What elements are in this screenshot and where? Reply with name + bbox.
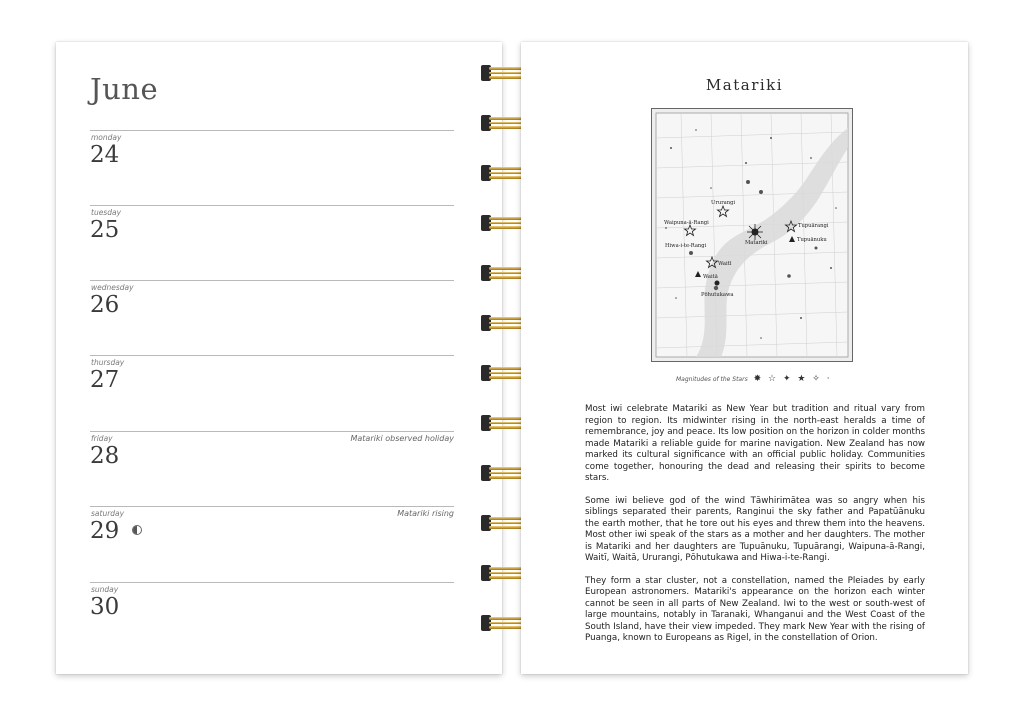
day-of-week: sunday [91, 585, 119, 594]
map-label: Hiwa-i-te-Rangi [665, 243, 707, 249]
month-title: June [90, 72, 159, 106]
day-row-saturday[interactable] [90, 506, 454, 582]
map-label: Tupuānuku [797, 237, 827, 243]
paragraph: They form a star cluster, not a constellation, named the Pleiades by early European astronomers. Matariki's appearance on the horizon each winter cannot be seen in all parts of New Zealand. Iwi to the west or south-west of large mountains, notably in Taranaki, Whanganui and the West Coast of the South Island, have their view impeded. They mark New Year with the rising of Puanga, known to Europeans as Rigel, in the constellation of Orion. [585, 575, 925, 643]
map-label: Tupuārangi [798, 223, 829, 229]
day-row-sunday[interactable] [90, 582, 454, 658]
day-number: 24 [90, 142, 120, 168]
map-label: Pōhutukawa [701, 292, 734, 298]
day-number: 27 [90, 367, 120, 393]
magnitude-legend [676, 374, 832, 384]
article-body [585, 404, 925, 656]
day-number: 25 [90, 217, 120, 243]
map-label: Matariki [745, 240, 768, 246]
day-of-week: wednesday [91, 283, 134, 292]
day-note: Matariki observed holiday [350, 434, 454, 443]
paragraph: Some iwi believe god of the wind Tāwhirimātea was so angry when his siblings separated their parents, Ranginui the sky father and Papatūānuku the earth mother, that he tore out his eyes and threw them into the heavens. Most other iwi speak of the stars as a mother and her daughters. The mother is Matariki and her daughters are Tupuānuku, Tupuārangi, Waipuna-ā-Rangi, Waitī, Waitā, Ururangi, Pōhutukawa and Hiwa-i-te-Rangi. [585, 495, 925, 563]
article-title: Matariki [705, 76, 784, 94]
day-row-thursday[interactable] [90, 355, 454, 431]
map-label: Waipuna-ā-Rangi [664, 220, 709, 226]
day-of-week: thursday [91, 358, 125, 367]
left-page [56, 42, 502, 674]
day-row-tuesday[interactable] [90, 205, 454, 281]
legend-label: Magnitudes of the Stars [676, 376, 748, 383]
day-of-week: tuesday [91, 208, 122, 217]
day-row-friday[interactable] [90, 431, 454, 507]
star-map-image [651, 108, 853, 362]
paragraph: Most iwi celebrate Matariki as New Year but tradition and ritual vary from region to region. Its midwinter rising in the north-east heralds a time of remembrance, joy and peace. Its low position on the horizon in colder months made Matariki a reliable guide for marine navigation. New Zealand has now marked its cultural significance with an official public holiday. Communities come together, honouring the dead and releasing their spirits to become stars. [585, 404, 925, 483]
first-quarter-moon-icon [132, 525, 142, 535]
day-number: 30 [90, 594, 120, 620]
day-row-wednesday[interactable] [90, 280, 454, 356]
day-of-week: monday [91, 133, 122, 142]
magnitude-stars-icon: ✸ ☆ ✦ ★ ✧ · [753, 374, 832, 384]
day-row-monday[interactable] [90, 130, 454, 206]
day-note: Matariki rising [397, 509, 454, 518]
day-of-week: saturday [91, 509, 125, 518]
day-number: 26 [90, 292, 120, 318]
day-number: 29 [90, 518, 120, 544]
map-label: Waitī [718, 261, 732, 267]
map-label: Ururangi [711, 200, 736, 206]
day-number: 28 [90, 443, 120, 469]
map-label: Waitā [703, 274, 718, 280]
day-of-week: friday [91, 434, 113, 443]
right-page [521, 42, 968, 674]
